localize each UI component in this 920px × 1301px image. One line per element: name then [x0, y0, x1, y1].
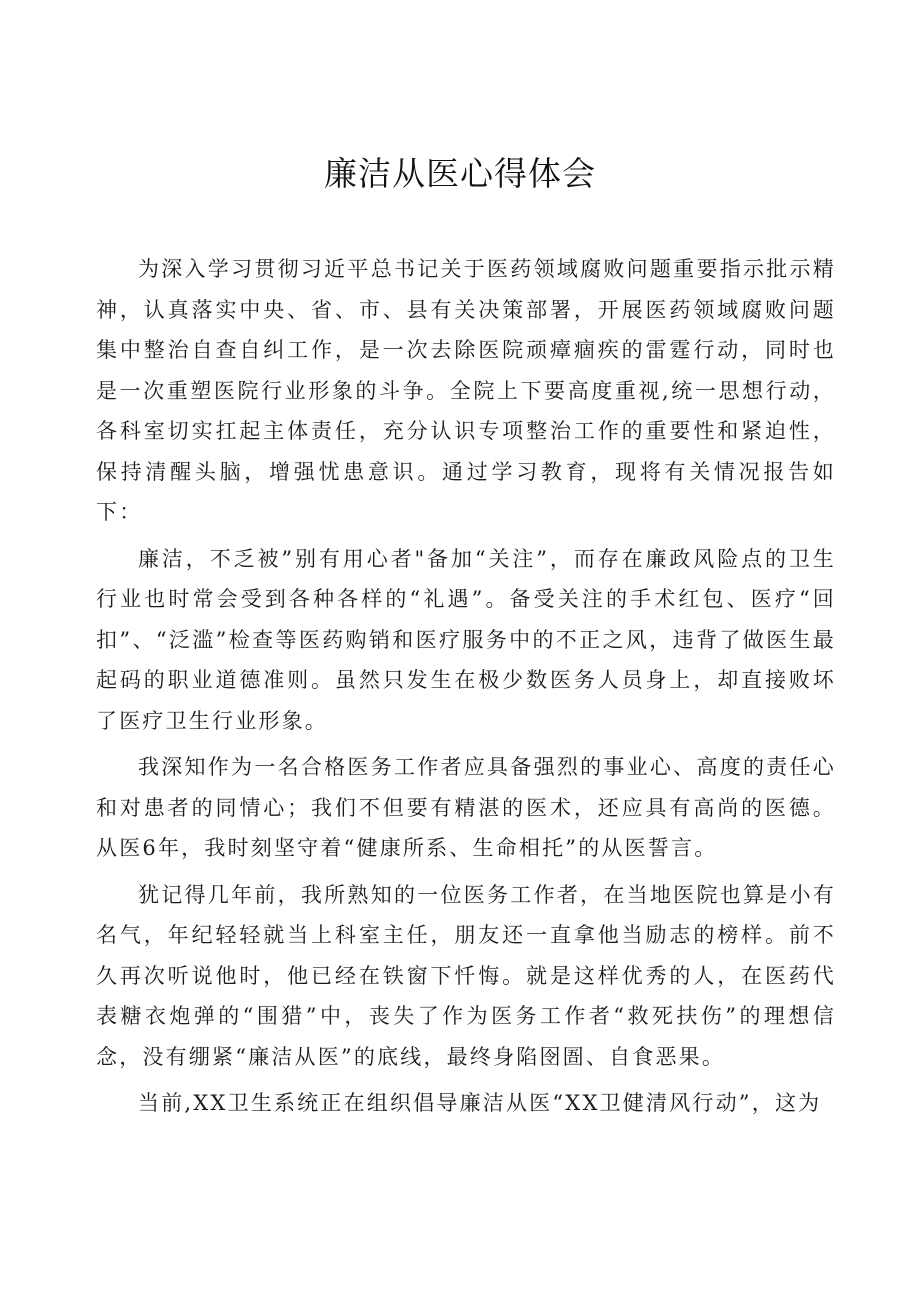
paragraph: 我深知作为一名合格医务工作者应具备强烈的事业心、高度的责任心和对患者的同情心；我们不但要有精湛的医术，还应具有高尚的医德。从医6年，我时刻坚守着“健康所系、生命相托”的从医誓言。 — [96, 755, 836, 860]
paragraph: 犹记得几年前，我所熟知的一位医务工作者，在当地医院也算是小有名气，年纪轻轻就当上科室主任，朋友还一直拿他当励志的榜样。前不久再次听说他时，他已经在铁窗下忏悔。就是这样优秀的人，在医药代表糖衣炮弹的“围猎”中，丧失了作为医务工作者“救死扶伤”的理想信念，没有绷紧“廉洁从医”的底线，最终身陷囹圄、自食恶果。 — [96, 882, 836, 1069]
paragraph: 廉洁，不乏被”别有用心者"备加“关注”，而存在廉政风险点的卫生行业也时常会受到各种各样的“礼遇”。备受关注的手术红包、医疗“回扣”、“泛滥”检查等医药购销和医疗服务中的不正之风，违背了做医生最起码的职业道德准则。虽然只发生在极少数医务人员身上，却直接败坏了医疗卫生行业形象。 — [96, 546, 836, 733]
document-body — [96, 249, 836, 1130]
document-title: 廉洁从医心得体会 — [324, 154, 596, 193]
paragraph: 当前,XX卫生系统正在组织倡导廉洁从医“XX卫健清风行动”，这为 — [138, 1091, 822, 1115]
paragraph: 为深入学习贯彻习近平总书记关于医药领域腐败问题重要指示批示精神，认真落实中央、省、市、县有关决策部署，开展医药领域腐败问题集中整治自查自纠工作，是一次去除医院顽瘴痼疾的雷霆行动，同时也是一次重塑医院行业形象的斗争。全院上下要高度重视,统一思想行动，各科室切实扛起主体责任，充分认识专项整治工作的重要性和紧迫性，保持清醒头脑，增强忧患意识。通过学习教育，现将有关情况报告如下： — [96, 257, 836, 524]
